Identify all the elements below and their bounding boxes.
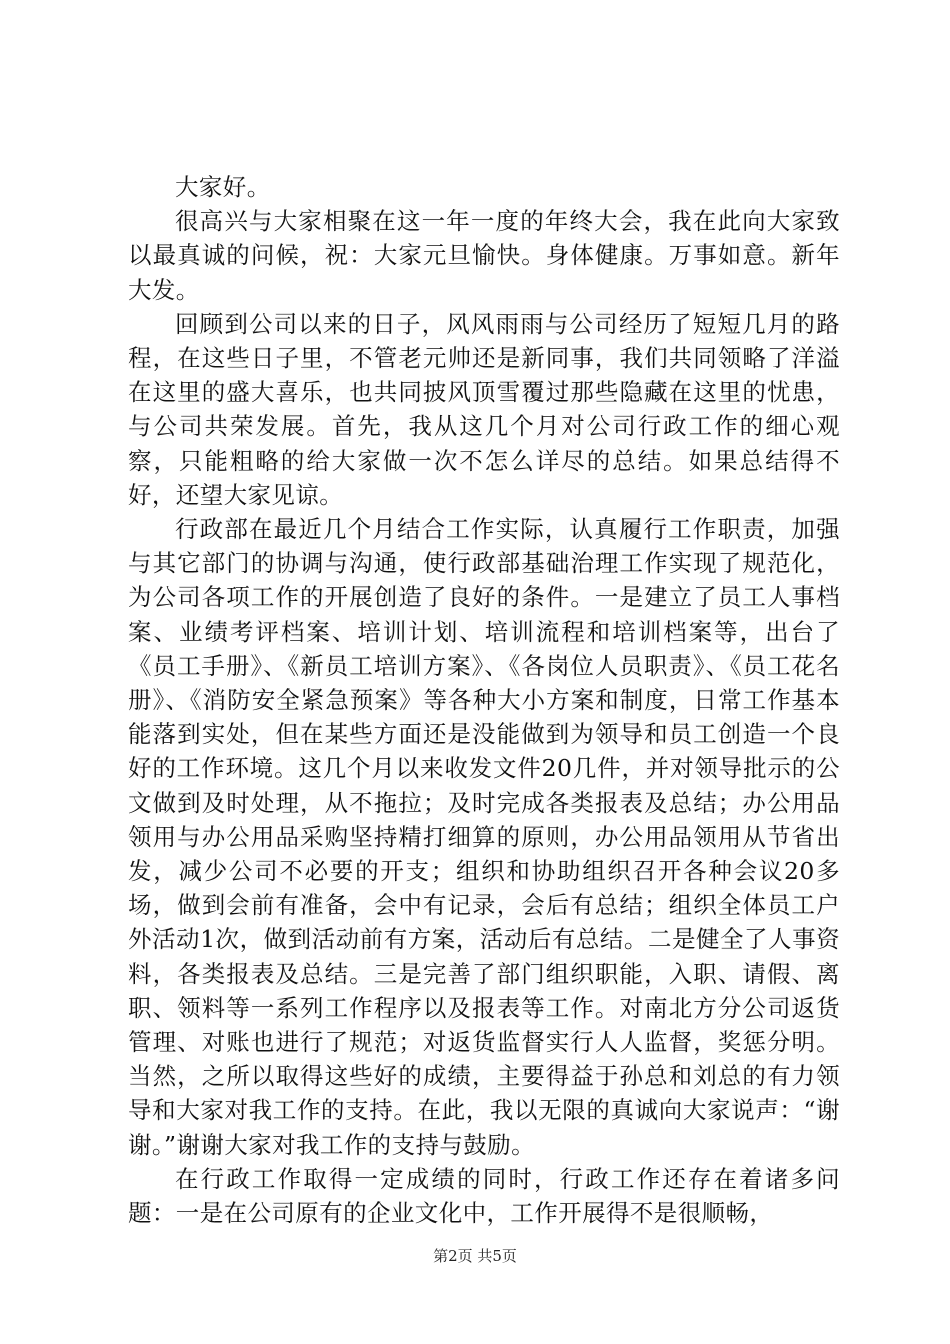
- paragraph-problems: 在行政工作取得一定成绩的同时，行政工作还存在着诸多问题：一是在公司原有的企业文化中，工作开展得不是很顺畅，: [128, 1164, 840, 1228]
- paragraph-greeting: 大家好。: [175, 173, 271, 201]
- document-body: [128, 170, 840, 1230]
- paragraph-welcome: 很高兴与大家相聚在这一年一度的年终大会，我在此向大家致以最真诚的问候，祝：大家元旦愉快。身体健康。万事如意。新年大发。: [128, 207, 840, 304]
- page-number-footer: 第2页 共5页: [433, 1247, 517, 1265]
- paragraph-achievements: 行政部在最近几个月结合工作实际，认真履行工作职责，加强与其它部门的协调与沟通，使行政部基础治理工作实现了规范化，为公司各项工作的开展创造了良好的条件。一是建立了员工人事档案、业绩考评档案、培训计划、培训流程和培训档案等，出台了《员工手册》、《新员工培训方案》、《各岗位人员职责》、《员工花名册》、《消防安全紧急预案》等各种大小方案和制度，日常工作基本能落到实处，但在某些方面还是没能做到为领导和员工创造一个良好的工作环境。这几个月以来收发文件20几件，并对领导批示的公文做到及时处理，从不拖拉；及时完成各类报表及总结；办公用品领用与办公用品采购坚持精打细算的原则，办公用品领用从节省出发，减少公司不必要的开支；组织和协助组织召开各种会议20多场，做到会前有准备，会中有记录，会后有总结；组织全体员工户外活动1次，做到活动前有方案，活动后有总结。二是健全了人事资料，各类报表及总结。三是完善了部门组织职能，入职、请假、离职、领料等一系列工作程序以及报表等工作。对南北方分公司返货管理、对账也进行了规范；对返货监督实行人人监督，奖惩分明。当然，之所以取得这些好的成绩，主要得益于孙总和刘总的有力领导和大家对我工作的支持。在此，我以无限的真诚向大家说声：“谢谢。”谢谢大家对我工作的支持与鼓励。: [128, 515, 840, 1159]
- paragraph-review: 回顾到公司以来的日子，风风雨雨与公司经历了短短几月的路程，在这些日子里，不管老元帅还是新同事，我们共同领略了洋溢在这里的盛大喜乐，也共同披风顶雪覆过那些隐藏在这里的忧患，与公司共荣发展。首先，我从这几个月对公司行政工作的细心观察，只能粗略的给大家做一次不怎么详尽的总结。如果总结得不好，还望大家见谅。: [128, 309, 840, 509]
